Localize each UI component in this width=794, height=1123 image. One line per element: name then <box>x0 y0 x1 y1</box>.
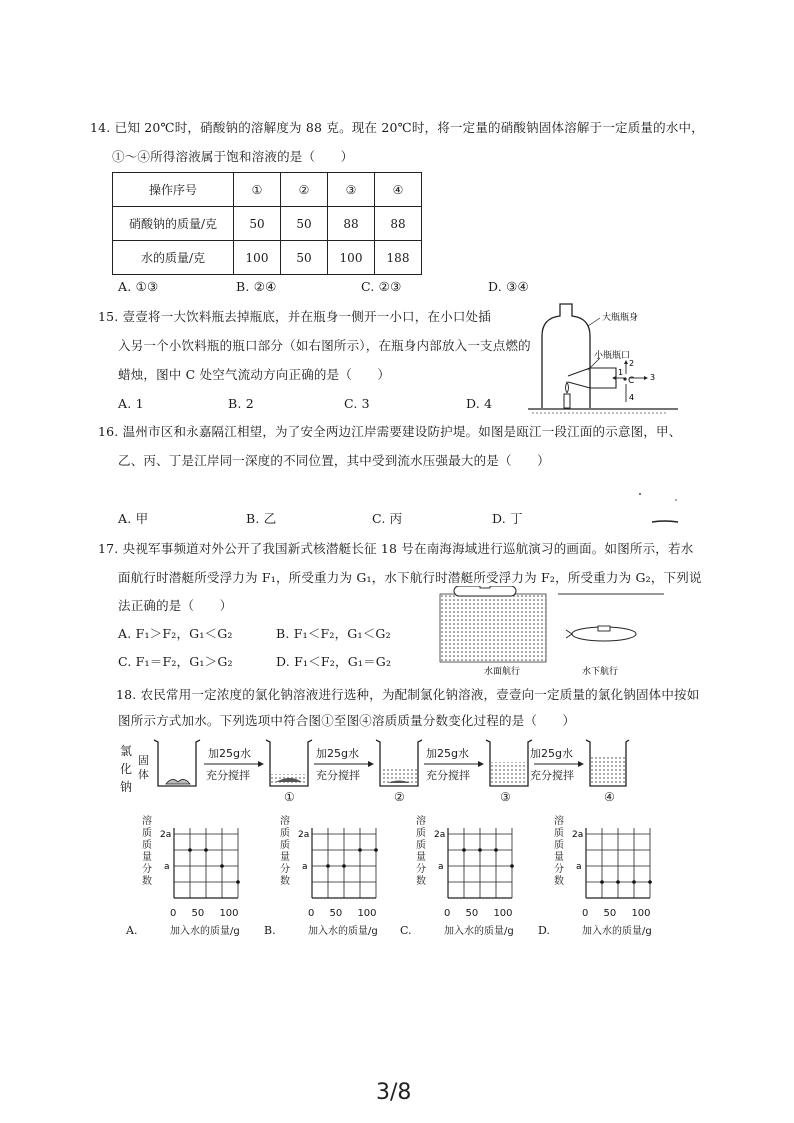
step-4-bottom: 充分搅拌 <box>530 769 574 782</box>
graph-ylabel-char: 质 <box>142 828 152 839</box>
q15-option-d[interactable]: D. 4 <box>466 396 493 411</box>
q14-table <box>112 172 422 275</box>
graph-ylabel-char: 溶 <box>554 816 564 827</box>
table-cell: ④ <box>375 173 422 207</box>
table-cell: 188 <box>375 241 422 275</box>
table-cell: 100 <box>328 241 375 275</box>
small-bottle-label: 小瓶瓶口 <box>594 351 631 361</box>
q16-stem-line2: 乙、丙、丁是江岸同一深度的不同位置，其中受到流水压强最大的是（ ） <box>118 453 550 468</box>
table-cell: 88 <box>328 207 375 241</box>
graph-ylabel-char: 数 <box>280 876 290 887</box>
caption-underwater: 水下航行 <box>582 667 619 677</box>
step-3-bottom: 充分搅拌 <box>426 769 470 782</box>
table-cell: 50 <box>234 207 281 241</box>
graph-ytick: a <box>438 862 444 872</box>
table-row <box>113 173 422 207</box>
solid-tag-char: 体 <box>138 768 149 781</box>
graph-option-c[interactable] <box>400 812 532 942</box>
graph-point <box>220 864 224 868</box>
q14-stem-line1: 14. 已知 20℃时，硝酸钠的溶解度为 88 克。现在 20℃时，将一定量的硝酸钠固体溶解于一定质量的水中， <box>90 120 704 135</box>
step-2-top: 加25g水 <box>316 747 359 760</box>
graph-point <box>342 864 346 868</box>
graph-plot <box>434 818 524 908</box>
submarine-figure <box>436 586 672 680</box>
graph-point <box>632 880 636 884</box>
q17-stem-line2: 面航行时潜艇所受浮力为 F₁，所受重力为 G₁，水下航行时潜艇所受浮力为 F₂，所受重力为 G₂，下列说 <box>118 570 702 585</box>
q14-option-a[interactable]: A. ①③ <box>118 279 159 294</box>
step-4-top: 加25g水 <box>530 747 573 760</box>
table-row <box>113 241 422 275</box>
graph-ylabel <box>416 816 426 888</box>
graph-option-d[interactable] <box>538 812 670 942</box>
q17-option-a[interactable]: A. F₁＞F₂，G₁＜G₂ <box>118 626 233 641</box>
graph-option-letter: B. <box>264 924 276 937</box>
step-1-bottom: 充分搅拌 <box>206 769 250 782</box>
graph-ytick: 2a <box>434 830 446 840</box>
graph-ylabel <box>280 816 290 888</box>
graph-ylabel <box>554 816 564 888</box>
graph-option-letter: A. <box>126 924 138 937</box>
graph-plot <box>298 818 388 908</box>
beaker-label-4: ④ <box>604 790 615 804</box>
step-3-top: 加25g水 <box>426 747 469 760</box>
table-cell: 50 <box>281 207 328 241</box>
graph-point <box>374 848 378 852</box>
graph-ylabel-char: 溶 <box>280 816 290 827</box>
graph-point <box>616 880 620 884</box>
graph-option-a[interactable] <box>126 812 258 942</box>
graph-ylabel-char: 分 <box>142 864 152 875</box>
point-c-label: C <box>628 376 635 386</box>
table-cell: ② <box>281 173 328 207</box>
graph-ylabel <box>142 816 152 888</box>
graph-ylabel-char: 质 <box>554 828 564 839</box>
graph-xticks: 0 50 100 <box>170 908 239 919</box>
q17-option-c[interactable]: C. F₁＝F₂，G₁＞G₂ <box>118 654 233 669</box>
graph-plot <box>160 818 250 908</box>
q14-option-b[interactable]: B. ②④ <box>236 279 277 294</box>
arrow-1-label: 1 <box>618 368 624 377</box>
graph-ylabel-char: 溶 <box>142 816 152 827</box>
q15-option-c[interactable]: C. 3 <box>344 396 370 411</box>
graph-ylabel-char: 质 <box>280 828 290 839</box>
graph-ylabel-char: 质 <box>280 840 290 851</box>
arrow-3-label: 3 <box>650 373 656 382</box>
q15-bottle-figure <box>528 296 678 418</box>
solid-label-char: 化 <box>120 762 133 776</box>
graph-xticks: 0 50 100 <box>308 908 377 919</box>
beaker-label-1: ① <box>284 790 295 804</box>
graph-ylabel-char: 数 <box>142 876 152 887</box>
river-sketch <box>630 488 690 528</box>
graph-ytick: 2a <box>160 830 172 840</box>
solid-label-char: 钠 <box>120 780 133 794</box>
graph-point <box>462 848 466 852</box>
beaker-label-2: ② <box>394 790 405 804</box>
q17-stem-line3: 法正确的是（ ） <box>118 598 233 613</box>
graph-xlabel: 加入水的质量/g <box>582 926 652 937</box>
graph-ylabel-char: 量 <box>142 852 152 863</box>
table-cell: ① <box>234 173 281 207</box>
beaker-label-3: ③ <box>500 790 511 804</box>
q15-option-b[interactable]: B. 2 <box>228 396 254 411</box>
graph-option-letter: D. <box>538 924 550 937</box>
graph-ylabel-char: 量 <box>554 852 564 863</box>
graph-point <box>326 864 330 868</box>
graph-ytick: 2a <box>572 830 584 840</box>
graph-ylabel-char: 质 <box>416 828 426 839</box>
table-cell: 100 <box>234 241 281 275</box>
step-2-bottom: 充分搅拌 <box>316 769 360 782</box>
graph-xticks: 0 50 100 <box>444 908 513 919</box>
graph-option-b[interactable] <box>264 812 396 942</box>
q17-stem-line1: 17. 央视军事频道对外公开了我国新式核潜艇长征 18 号在南海海域进行巡航演习的画面。如图所示，若水 <box>98 541 694 556</box>
graph-xlabel: 加入水的质量/g <box>170 926 240 937</box>
graph-ytick: a <box>164 862 170 872</box>
solid-tag <box>138 754 149 782</box>
graph-point <box>358 848 362 852</box>
graph-point <box>188 848 192 852</box>
q18-stem-line1: 18. 农民常用一定浓度的氯化钠溶液进行选种，为配制氯化钠溶液，壹壹向一定质量的氯化钠固体中按如 <box>116 687 700 702</box>
graph-plot <box>572 818 662 908</box>
graph-ylabel-char: 量 <box>416 852 426 863</box>
solid-label-char: 氯 <box>120 744 133 758</box>
graph-xlabel: 加入水的质量/g <box>444 926 514 937</box>
graph-ylabel-char: 量 <box>280 852 290 863</box>
q16-stem-line1: 16. 温州市区和永嘉隔江相望，为了安全两边江岸需要建设防护堤。如图是瓯江一段江面的示意图，甲、 <box>98 424 682 439</box>
table-row <box>113 207 422 241</box>
page-number: 3/8 <box>376 1080 412 1105</box>
table-cell: 水的质量/克 <box>113 241 234 275</box>
q17-option-b[interactable]: B. F₁＜F₂，G₁＜G₂ <box>276 626 391 641</box>
graph-ylabel-char: 数 <box>416 876 426 887</box>
graph-point <box>648 880 652 884</box>
graph-option-letter: C. <box>400 924 412 937</box>
table-cell: 操作序号 <box>113 173 234 207</box>
graph-ytick: a <box>576 862 582 872</box>
graph-ytick: a <box>302 862 308 872</box>
solid-label <box>120 742 132 796</box>
graph-ylabel-char: 质 <box>416 840 426 851</box>
graph-point <box>510 864 514 868</box>
q16-option-d[interactable]: D. 丁 <box>492 511 523 526</box>
graph-point <box>204 848 208 852</box>
graph-point <box>236 880 240 884</box>
graph-point <box>600 880 604 884</box>
q15-stem-line2: 入另一个小饮料瓶的瓶口部分（如右图所示），在瓶身内部放入一支点燃的 <box>118 338 531 353</box>
caption-surface: 水面航行 <box>484 667 521 677</box>
graph-xticks: 0 50 100 <box>582 908 651 919</box>
q15-stem-line1: 15. 壹壹将一大饮料瓶去掉瓶底，并在瓶身一侧开一小口，在小口处插 <box>98 309 491 324</box>
q14-option-c[interactable]: C. ②③ <box>361 279 402 294</box>
graph-ylabel-char: 数 <box>554 876 564 887</box>
table-cell: 88 <box>375 207 422 241</box>
q16-option-a[interactable]: A. 甲 <box>118 511 149 526</box>
step-1-top: 加25g水 <box>208 747 251 760</box>
graph-ylabel-char: 分 <box>416 864 426 875</box>
graph-point <box>478 848 482 852</box>
graph-ylabel-char: 质 <box>142 840 152 851</box>
q15-option-a[interactable]: A. 1 <box>118 396 144 411</box>
q17-option-d[interactable]: D. F₁＜F₂，G₁＝G₂ <box>276 654 392 669</box>
q14-option-d[interactable]: D. ③④ <box>488 279 529 294</box>
graph-ylabel-char: 分 <box>554 864 564 875</box>
graph-ylabel-char: 质 <box>554 840 564 851</box>
table-cell: 50 <box>281 241 328 275</box>
q16-option-b[interactable]: B. 乙 <box>246 511 277 526</box>
table-cell: 硝酸钠的质量/克 <box>113 207 234 241</box>
q15-stem-line3: 蜡烛，图中 C 处空气流动方向正确的是（ ） <box>118 367 391 382</box>
graph-ytick: 2a <box>298 830 310 840</box>
arrow-4-label: 4 <box>629 393 635 402</box>
graph-ylabel-char: 溶 <box>416 816 426 827</box>
arrow-2-label: 2 <box>629 359 635 368</box>
graph-point <box>494 848 498 852</box>
solid-tag-char: 固 <box>138 754 149 767</box>
q18-stem-line2: 图所示方式加水。下列选项中符合图①至图④溶质质量分数变化过程的是（ ） <box>118 713 576 728</box>
q16-option-c[interactable]: C. 丙 <box>372 511 403 526</box>
big-bottle-label: 大瓶瓶身 <box>602 313 639 323</box>
table-cell: ③ <box>328 173 375 207</box>
graph-xlabel: 加入水的质量/g <box>308 926 378 937</box>
graph-ylabel-char: 分 <box>280 864 290 875</box>
q14-stem-line2: ①～④所得溶液属于饱和溶液的是（ ） <box>112 149 354 164</box>
